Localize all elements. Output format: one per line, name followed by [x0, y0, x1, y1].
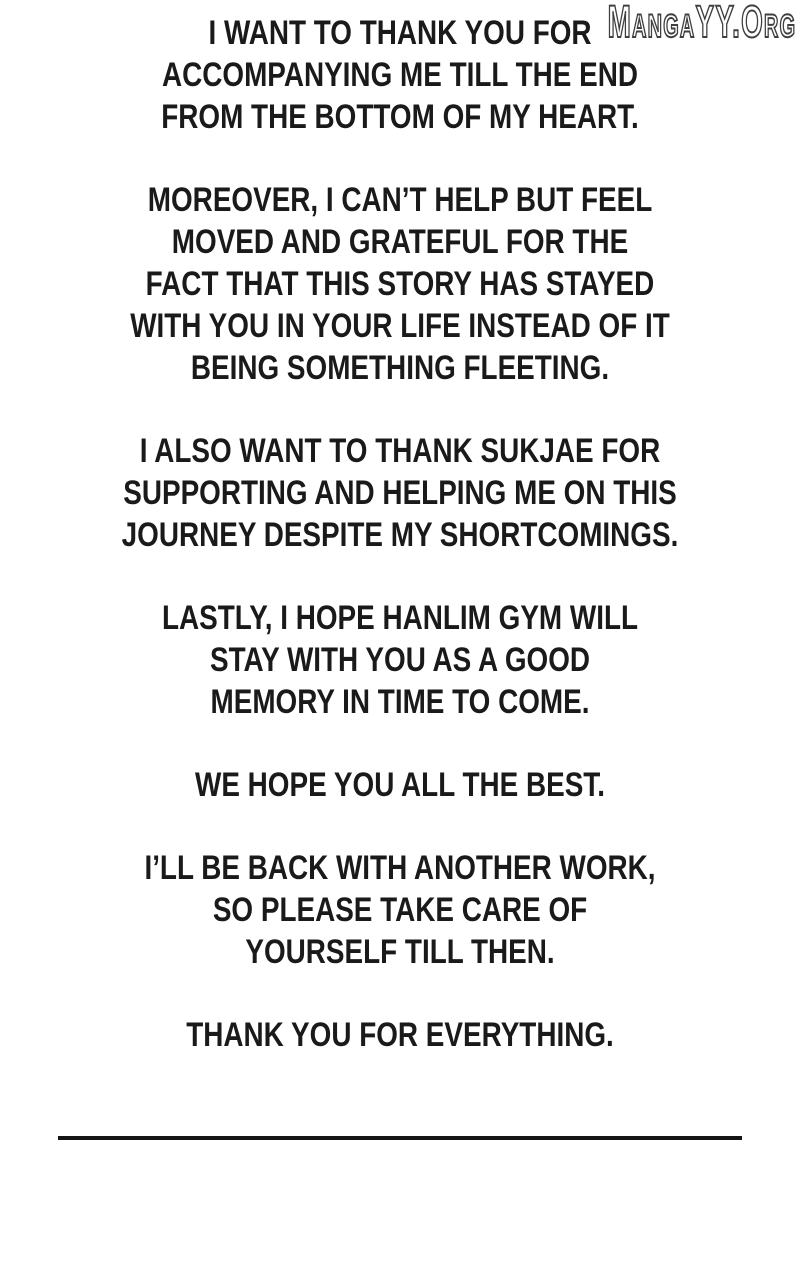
paragraph-1 [72, 12, 728, 138]
letter-line: ACCOMPANYING ME TILL THE END [161, 56, 639, 94]
letter-line: YOURSELF TILL THEN. [245, 933, 555, 971]
letter-line: MOREOVER, I CAN’T HELP BUT FEEL [147, 181, 653, 219]
afterword-letter [72, 0, 728, 1056]
letter-line: I’LL BE BACK WITH ANOTHER WORK, [144, 849, 656, 887]
letter-line: WE HOPE YOU ALL THE BEST. [195, 766, 605, 804]
letter-line: BEING SOMETHING FLEETING. [190, 349, 610, 387]
paragraph-4 [72, 597, 728, 723]
paragraph-6 [72, 847, 728, 973]
paragraph-3 [72, 430, 728, 556]
letter-line: FACT THAT THIS STORY HAS STAYED [145, 265, 655, 303]
paragraph-5 [72, 764, 728, 806]
letter-line: MOVED AND GRATEFUL FOR THE [171, 223, 629, 261]
letter-line: FROM THE BOTTOM OF MY HEART. [161, 98, 639, 136]
paragraph-2 [72, 179, 728, 389]
letter-line: JOURNEY DESPITE MY SHORTCOMINGS. [121, 516, 679, 554]
letter-line: THANK YOU FOR EVERYTHING. [186, 1016, 614, 1054]
letter-line: STAY WITH YOU AS A GOOD [209, 641, 591, 679]
site-watermark: MangaYY.Org [607, 0, 796, 47]
letter-line: SO PLEASE TAKE CARE OF [212, 891, 588, 929]
letter-line: WITH YOU IN YOUR LIFE INSTEAD OF IT [130, 307, 670, 345]
letter-line: I WANT TO THANK YOU FOR [208, 14, 592, 52]
letter-line: SUPPORTING AND HELPING ME ON THIS [123, 474, 677, 512]
letter-line: MEMORY IN TIME TO COME. [210, 683, 590, 721]
paragraph-7 [72, 1014, 728, 1056]
letter-line: LASTLY, I HOPE HANLIM GYM WILL [161, 599, 639, 637]
letter-line: I ALSO WANT TO THANK SUKJAE FOR [139, 432, 661, 470]
divider-line [58, 1136, 742, 1140]
